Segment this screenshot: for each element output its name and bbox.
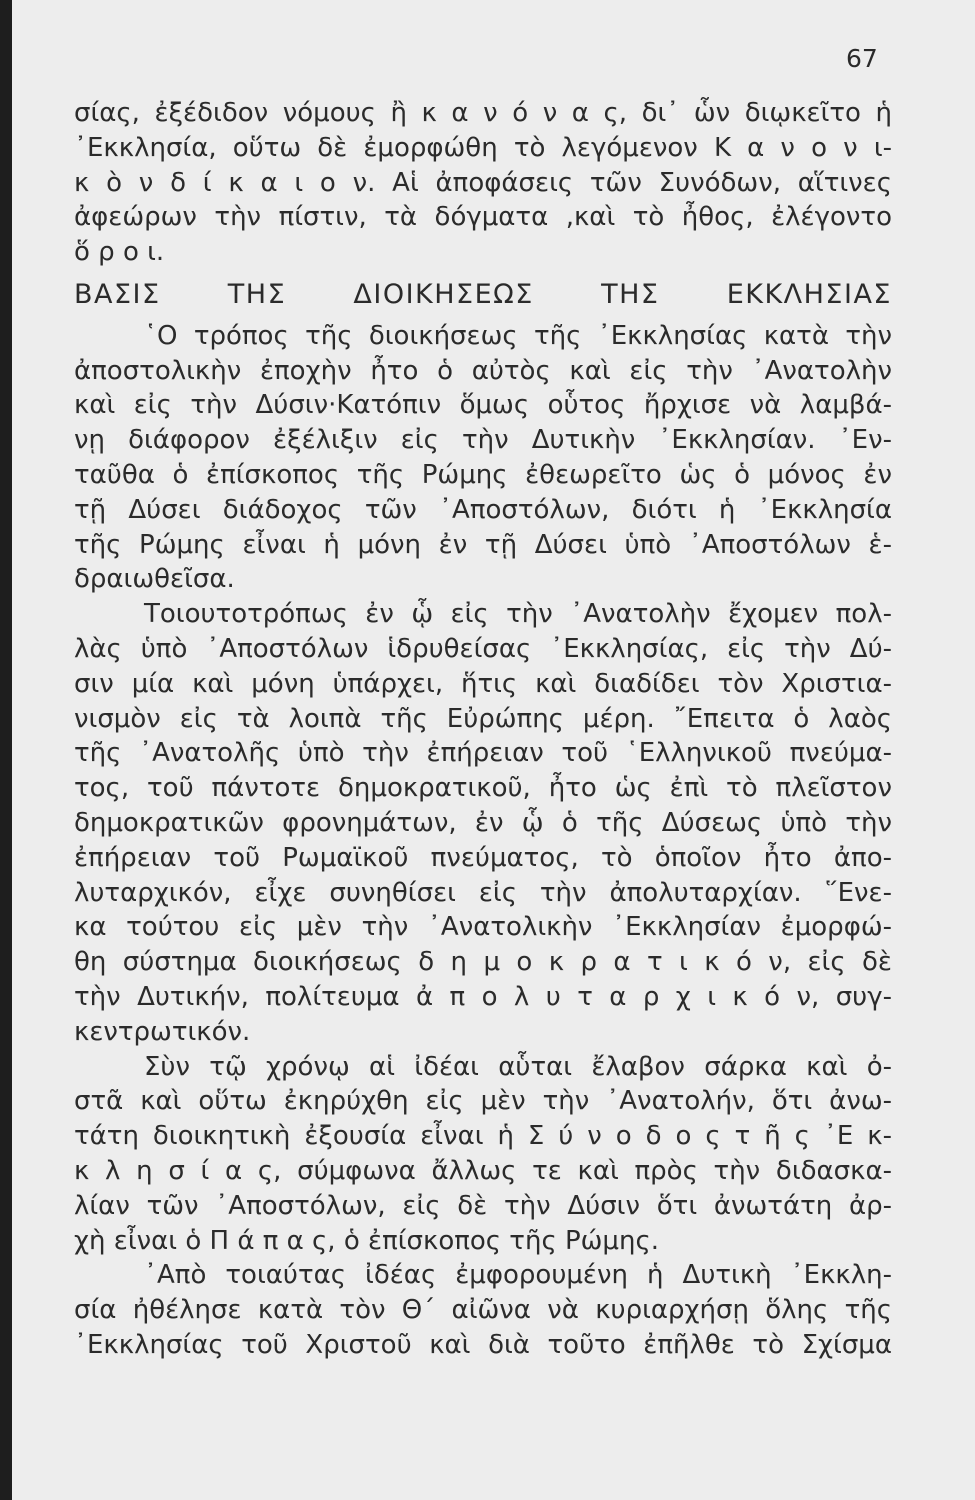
text-line: ἀποστολικὴν ἐποχὴν ἦτο ὁ αὐτὸς καὶ εἰς τὴν ᾽Ανατολὴν <box>74 355 892 386</box>
book-page <box>12 0 975 1500</box>
text-line: κα τούτου εἰς μὲν τὴν ᾽Ανατολικὴν ᾽Εκκλησίαν ἐμορφώ- <box>74 912 892 943</box>
text-line: ὅ ρ ο ι. <box>74 237 165 268</box>
text-line: τῆς ᾽Ανατολῆς ὑπὸ τὴν ἐπήρειαν τοῦ ῾Ελληνικοῦ πνεύμα- <box>74 738 892 769</box>
text-line: τος, τοῦ πάντοτε δημοκρατικοῦ, ἦτο ὡς ἐπὶ τὸ πλεῖστον <box>74 773 892 804</box>
text-line: δημοκρατικῶν φρονημάτων, ἐν ᾧ ὁ τῆς Δύσεως ὑπὸ τὴν <box>74 807 892 838</box>
text-line: χὴ εἶναι ὁ Π ά π α ς, ὁ ἐπίσκοπος τῆς Ρώμης. <box>74 1225 659 1256</box>
page-left-edge <box>0 0 12 1500</box>
text-line: θη σύστημα διοικήσεως δ η μ ο κ ρ α τ ι κ ό ν, εἰς δὲ <box>74 947 892 978</box>
text-line: νῃ διάφορον ἐξέλιξιν εἰς τὴν Δυτικὴν ᾽Εκκλησίαν. ᾽Εν- <box>74 425 892 456</box>
text-line: λὰς ὑπὸ ᾽Αποστόλων ἱδρυθείσας ᾽Εκκλησίας, εἰς τὴν Δύ- <box>74 633 892 664</box>
text-line: τάτη διοικητικὴ ἐξουσία εἶναι ἡ Σ ύ ν ο δ ο ς τ ῆ ς ᾽Ε κ- <box>74 1121 892 1152</box>
body-text <box>74 96 892 1363</box>
text-line: τῇ Δύσει διάδοχος τῶν ᾽Αποστόλων, διότι ἡ ᾽Εκκλησία <box>74 494 892 525</box>
text-line: σιν μία καὶ μόνη ὑπάρχει, ἥτις καὶ διαδίδει τὸν Χριστια- <box>74 668 892 699</box>
text-line: ᾽Απὸ τοιαύτας ἰδέας ἐμφορουμένη ἡ Δυτικὴ ᾽Εκκλη- <box>144 1260 892 1291</box>
text-line: σίας, ἐξέδιδον νόμους ἢ κ α ν ό ν α ς, δι᾽ ὧν διῳκεῖτο ἡ <box>74 98 892 128</box>
text-line: στᾶ καὶ οὕτω ἐκηρύχθη εἰς μὲν τὴν ᾽Ανατολήν, ὅτι ἀνω- <box>74 1086 892 1117</box>
text-line: ῾Ο τρόπος τῆς διοικήσεως τῆς ᾽Εκκλησίας κατὰ τὴν <box>144 320 892 351</box>
page-number: 67 <box>846 44 878 73</box>
text-line: ἀφεώρων τὴν πίστιν, τὰ δόγματα ,καὶ τὸ ἦθος, ἐλέγοντο <box>74 202 892 233</box>
text-line: τὴν Δυτικήν, πολίτευμα ἀ π ο λ υ τ α ρ χ ι κ ό ν, συγ- <box>74 981 892 1012</box>
text-line: δραιωθεῖσα. <box>74 564 235 595</box>
text-line: ἐπήρειαν τοῦ Ρωμαϊκοῦ πνεύματος, τὸ ὁποῖον ἦτο ἀπο- <box>74 842 892 873</box>
text-line: Σὺν τῷ χρόνῳ αἱ ἰδέαι αὗται ἔλαβον σάρκα καὶ ὀ- <box>144 1051 892 1082</box>
text-line: κ λ η σ ί α ς, σύμφωνα ἄλλως τε καὶ πρὸς τὴν διδασκα- <box>74 1155 892 1186</box>
text-line: νισμὸν εἰς τὰ λοιπὰ τῆς Εὐρώπης μέρη. ῎Επειτα ὁ λαὸς <box>74 703 892 734</box>
text-line: λίαν τῶν ᾽Αποστόλων, εἰς δὲ τὴν Δύσιν ὅτι ἀνωτάτη ἀρ- <box>74 1190 892 1221</box>
text-line: κεντρωτικόν. <box>74 1016 251 1047</box>
text-line: λυταρχικόν, εἶχε συνηθίσει εἰς τὴν ἀπολυταρχίαν. ῞Ενε- <box>74 877 892 908</box>
text-line: σία ἠθέλησε κατὰ τὸν Θ΄ αἰῶνα νὰ κυριαρχήσῃ ὅλης τῆς <box>74 1295 892 1326</box>
text-line: ᾽Εκκλησίας τοῦ Χριστοῦ καὶ διὰ τοῦτο ἐπῆλθε τὸ Σχίσμα <box>74 1329 892 1360</box>
text-line: καὶ εἰς τὴν Δύσιν·Κατόπιν ὅμως οὗτος ἤρχισε νὰ λαμβά- <box>74 390 892 421</box>
text-line: κ ὸ ν δ ί κ α ι ο ν. Αἱ ἀποφάσεις τῶν Συνόδων, αἵτινες <box>74 167 892 198</box>
text-line: τῆς Ρώμης εἶναι ἡ μόνη ἐν τῇ Δύσει ὑπὸ ᾽Αποστόλων ἑ- <box>74 529 892 560</box>
text-line: ταῦθα ὁ ἐπίσκοπος τῆς Ρώμης ἐθεωρεῖτο ὡς ὁ μόνος ἐν <box>74 459 892 490</box>
text-line: Τοιουτοτρόπως ἐν ᾧ εἰς τὴν ᾽Ανατολὴν ἔχομεν πολ- <box>144 599 892 630</box>
section-heading: ΒΑΣΙΣ ΤΗΣ ΔΙΟΙΚΗΣΕΩΣ ΤΗΣ ΕΚΚΛΗΣΙΑΣ <box>74 278 892 310</box>
text-line: ᾽Εκκλησία, οὕτω δὲ ἐμορφώθη τὸ λεγόμενον Κ α ν ο ν ι- <box>74 132 892 163</box>
